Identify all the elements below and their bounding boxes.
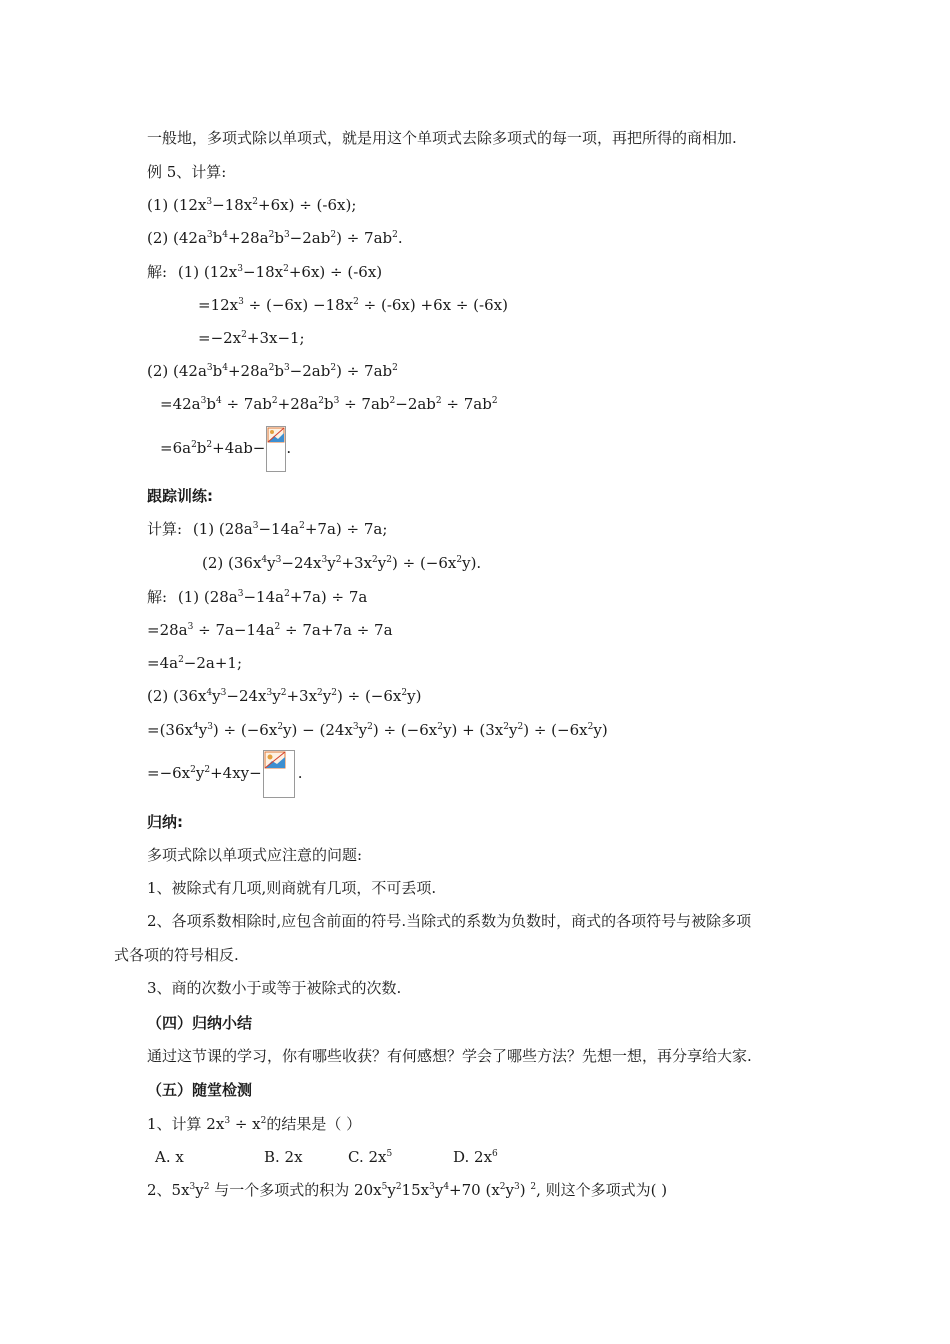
math-text: −24x: [281, 554, 322, 572]
math-text: ) ÷ 7ab: [336, 229, 393, 247]
math-text: −14a: [258, 520, 300, 538]
math-text: y: [195, 764, 205, 782]
math-text: −14a: [243, 588, 285, 606]
exponent: 2: [191, 440, 197, 450]
math-text: +3x−1;: [246, 329, 305, 347]
exponent: 2: [283, 264, 289, 274]
math-text: =(36x: [147, 721, 193, 739]
exponent: 3: [224, 1116, 231, 1126]
exponent: 3: [207, 722, 213, 732]
exponent: 2: [277, 722, 284, 732]
math-text: b: [274, 229, 284, 247]
math-text: −18x: [212, 196, 253, 214]
math-text: ÷ 7ab: [221, 395, 272, 413]
math-text: y: [387, 1181, 396, 1199]
math-text: +3x: [286, 687, 318, 705]
math-text: ) ÷ (−6x: [336, 687, 402, 705]
math-text: b: [196, 439, 207, 457]
exponent: 3: [321, 555, 328, 565]
exponent: 3: [238, 297, 244, 307]
practice-question-1: [147, 519, 387, 539]
math-text: y: [195, 1181, 204, 1199]
example5-solution-line-1: [147, 262, 382, 282]
math-text: +3x: [341, 554, 373, 572]
math-text: A. x: [155, 1148, 184, 1166]
math-text: y: [272, 687, 281, 705]
exponent: 2: [367, 722, 373, 732]
math-text: C. 2x: [348, 1148, 387, 1166]
exponent: 3: [206, 363, 213, 373]
example5-solution-line-5: [160, 394, 498, 414]
exponent: 3: [333, 396, 340, 406]
math-text: +7a) ÷ 7a: [289, 588, 368, 606]
exponent: 2: [330, 363, 337, 373]
math-text: D. 2x: [453, 1148, 493, 1166]
math-text: y: [358, 721, 368, 739]
exponent: 3: [187, 622, 194, 632]
exponent: 2: [503, 722, 509, 732]
math-text: +4ab−: [212, 439, 266, 457]
exponent: 5: [381, 1182, 388, 1192]
exponent: 3: [275, 555, 282, 565]
summary-title: 归纳:: [147, 813, 183, 831]
math-text: =42a: [160, 395, 201, 413]
math-text: (1) (28a: [192, 520, 253, 538]
math-text: y): [593, 721, 608, 739]
solution-label: 解:: [147, 588, 168, 606]
quiz-question-1: [147, 1114, 361, 1134]
practice-solution-line-5: [147, 720, 608, 740]
exponent: 2: [456, 555, 463, 565]
exponent: 3: [429, 1182, 435, 1192]
exponent: 2: [372, 555, 378, 565]
exponent: 2: [395, 1182, 402, 1192]
math-text: =28a: [147, 621, 188, 639]
math-text: 1、计算 2x: [147, 1115, 225, 1133]
intro-text: 一般地，多项式除以单项式，就是用这个单项式去除多项式的每一项，再把所得的商相加.: [147, 129, 737, 147]
example5-solution-line-2: [198, 295, 508, 315]
exponent: 3: [283, 363, 290, 373]
math-text: , 则这个多项式为( ): [536, 1181, 668, 1199]
exponent: 2: [274, 622, 281, 632]
exponent: 2: [252, 197, 259, 207]
exponent: 3: [200, 396, 207, 406]
math-text: y: [377, 554, 387, 572]
summary-item-1: 1、被除式有几项,则商就有几项，不可丢项.: [147, 879, 437, 897]
math-text: ÷ 7a−14a: [193, 621, 275, 639]
math-text: ÷ 7ab: [339, 395, 390, 413]
calc-label: 计算:: [147, 520, 183, 538]
math-text: (2) (42a: [147, 229, 207, 247]
math-text: +70 (x: [449, 1181, 500, 1199]
math-text: y: [267, 554, 276, 572]
math-text: b: [323, 395, 334, 413]
exponent: 2: [284, 589, 290, 599]
exponent: 2: [392, 230, 398, 240]
example5-title: 例 5、计算:: [147, 163, 227, 181]
math-text: y: [212, 687, 221, 705]
exponent: 2: [241, 330, 247, 340]
exponent: 3: [237, 589, 244, 599]
exponent: 4: [443, 1182, 450, 1192]
exponent: 2: [280, 688, 287, 698]
math-text: ÷ 7a+7a ÷ 7a: [280, 621, 393, 639]
quiz-option-b: [264, 1147, 303, 1167]
exponent: 2: [435, 396, 442, 406]
quiz-option-a: [155, 1147, 184, 1167]
math-text: y: [327, 554, 336, 572]
math-text: =4a: [147, 654, 179, 672]
quiz-option-d: [453, 1147, 498, 1167]
practice-solution-line-4: [147, 686, 421, 706]
math-text: −2a+1;: [183, 654, 243, 672]
math-text: y: [509, 721, 518, 739]
math-text: 2、5x: [147, 1181, 190, 1199]
math-text: (2) (36x: [202, 554, 262, 572]
exponent: 3: [283, 230, 290, 240]
solution-step: [178, 263, 382, 281]
exponent: 2: [330, 230, 337, 240]
practice-problem: [193, 520, 388, 538]
math-text: (2) (36x: [147, 687, 207, 705]
practice-solution-line-1: [147, 587, 367, 607]
exponent: 2: [271, 396, 278, 406]
exponent: 3: [206, 230, 213, 240]
example5-solution-line-3: [198, 328, 305, 348]
section4-text: 通过这节课的学习，你有哪些收获？有何感想？学会了哪些方法？先想一想，再分享给大家.: [147, 1047, 752, 1065]
math-text: y) − (24x: [283, 721, 353, 739]
quiz-question-2: [147, 1180, 667, 1200]
exponent: 2: [203, 1182, 210, 1192]
math-text: =12x: [198, 296, 239, 314]
broken-image-icon: [267, 427, 285, 449]
exponent: 2: [335, 555, 342, 565]
practice-solution-line-2: [147, 620, 393, 640]
exponent: 2: [386, 555, 392, 565]
math-text: (1) (28a: [177, 588, 238, 606]
math-text: =6a: [160, 439, 192, 457]
math-text: +28a: [277, 395, 319, 413]
exponent: 4: [261, 555, 268, 565]
math-text: y: [198, 721, 208, 739]
exponent: 2: [268, 363, 275, 373]
quiz-option-c: [348, 1147, 392, 1167]
math-text: ) ÷ (−6x: [212, 721, 278, 739]
exponent: 2: [204, 765, 211, 775]
math-text: ) ÷ (−6x: [523, 721, 588, 739]
math-text: b: [212, 362, 223, 380]
math-text: y: [434, 1181, 444, 1199]
exponent: 2: [499, 1182, 506, 1192]
math-text: b: [274, 362, 284, 380]
math-text: ): [519, 1181, 531, 1199]
exponent: 4: [206, 688, 213, 698]
math-text: 的结果是（ ）: [266, 1115, 362, 1133]
math-text: 与一个多项式的积为 20x: [209, 1181, 382, 1199]
exponent: 2: [206, 440, 213, 450]
exponent: 2: [491, 396, 498, 406]
fraction-image-placeholder: [266, 426, 286, 472]
solution-label: 解:: [147, 263, 168, 281]
exponent: 2: [317, 688, 323, 698]
math-text: ) ÷ 7ab: [336, 362, 393, 380]
math-text: b: [212, 229, 223, 247]
summary-item-2-line-2: 式各项的符号相反.: [114, 946, 239, 964]
exponent: 4: [215, 396, 222, 406]
math-text: +28a: [227, 229, 269, 247]
exponent: 4: [222, 363, 228, 373]
exponent: 3: [352, 722, 359, 732]
math-text: y).: [462, 554, 482, 572]
math-text: −18x: [243, 263, 284, 281]
exponent: 2: [190, 765, 196, 775]
section5-title: （五）随堂检测: [147, 1081, 253, 1099]
period: .: [286, 439, 292, 457]
exponent: 3: [514, 1182, 520, 1192]
exponent: 2: [353, 297, 359, 307]
math-text: ÷ x: [230, 1115, 261, 1133]
exponent: 2: [299, 521, 305, 531]
example5-solution-line-6: [160, 426, 291, 472]
exponent: 2: [331, 688, 337, 698]
exponent: 4: [222, 230, 228, 240]
broken-image-icon: [264, 751, 286, 771]
practice-solution-line-6: [147, 750, 303, 798]
solution-step: [160, 439, 265, 457]
exponent: 2: [389, 396, 396, 406]
exponent: 3: [220, 688, 227, 698]
math-text: y): [407, 687, 422, 705]
exponent: 2: [392, 363, 398, 373]
practice-title: 跟踪训练:: [147, 487, 213, 505]
period: .: [297, 764, 303, 782]
math-text: =−2x: [198, 329, 242, 347]
math-text: +6x) ÷ (-6x);: [258, 196, 357, 214]
math-text: y: [322, 687, 332, 705]
math-text: −2ab: [395, 395, 436, 413]
summary-item-2-line-1: 2、各项系数相除时,应包含前面的符号.当除式的系数为负数时，商式的各项符号与被除多项: [147, 912, 752, 930]
math-text: (1) (12x: [147, 196, 207, 214]
math-text: 15x: [401, 1181, 430, 1199]
exponent: 4: [192, 722, 199, 732]
exponent: 2: [268, 230, 275, 240]
exponent: 3: [206, 197, 213, 207]
solution-step: [147, 764, 262, 782]
exponent: 2: [178, 655, 184, 665]
solution-step: [178, 588, 367, 606]
math-text: .: [397, 229, 403, 247]
fraction-image-placeholder: [263, 750, 295, 798]
exponent: 2: [517, 722, 524, 732]
example5-question-1: [147, 195, 356, 215]
example5-question-2: [147, 228, 403, 248]
exponent: 2: [401, 688, 408, 698]
math-text: +6x) ÷ (-6x): [288, 263, 383, 281]
math-text: (1) (12x: [177, 263, 238, 281]
math-text: =−6x: [147, 764, 191, 782]
math-text: −24x: [226, 687, 267, 705]
exponent: 3: [237, 264, 243, 274]
math-text: ) ÷ (−6x: [372, 721, 438, 739]
exponent: 3: [189, 1182, 196, 1192]
example5-solution-line-4: [147, 361, 398, 381]
summary-item-3: 3、商的次数小于或等于被除式的次数.: [147, 979, 402, 997]
math-text: b: [206, 395, 216, 413]
math-text: ÷ 7ab: [441, 395, 492, 413]
math-text: (2) (42a: [147, 362, 207, 380]
math-text: +28a: [227, 362, 269, 380]
exponent: 3: [252, 521, 259, 531]
math-text: B. 2x: [264, 1148, 303, 1166]
exponent: 2: [260, 1116, 267, 1126]
exponent: 2: [437, 722, 443, 732]
math-text: y) + (3x: [442, 721, 504, 739]
math-text: +7a) ÷ 7a;: [304, 520, 388, 538]
section4-title: （四）归纳小结: [147, 1014, 253, 1032]
math-text: −2ab: [289, 362, 331, 380]
exponent: 2: [530, 1182, 537, 1192]
math-text: ) ÷ (−6x: [391, 554, 457, 572]
exponent: 2: [587, 722, 594, 732]
math-text: ÷ (-6x) +6x ÷ (-6x): [358, 296, 508, 314]
exponent: 5: [386, 1149, 393, 1159]
math-text: +4xy−: [210, 764, 262, 782]
practice-solution-line-3: [147, 653, 242, 673]
math-text: −2ab: [289, 229, 331, 247]
summary-heading: 多项式除以单项式应注意的问题:: [147, 846, 363, 864]
math-text: ÷ (−6x) −18x: [243, 296, 354, 314]
practice-question-2: [202, 553, 481, 573]
exponent: 3: [266, 688, 273, 698]
exponent: 2: [318, 396, 324, 406]
exponent: 6: [492, 1149, 498, 1159]
math-text: y: [505, 1181, 515, 1199]
